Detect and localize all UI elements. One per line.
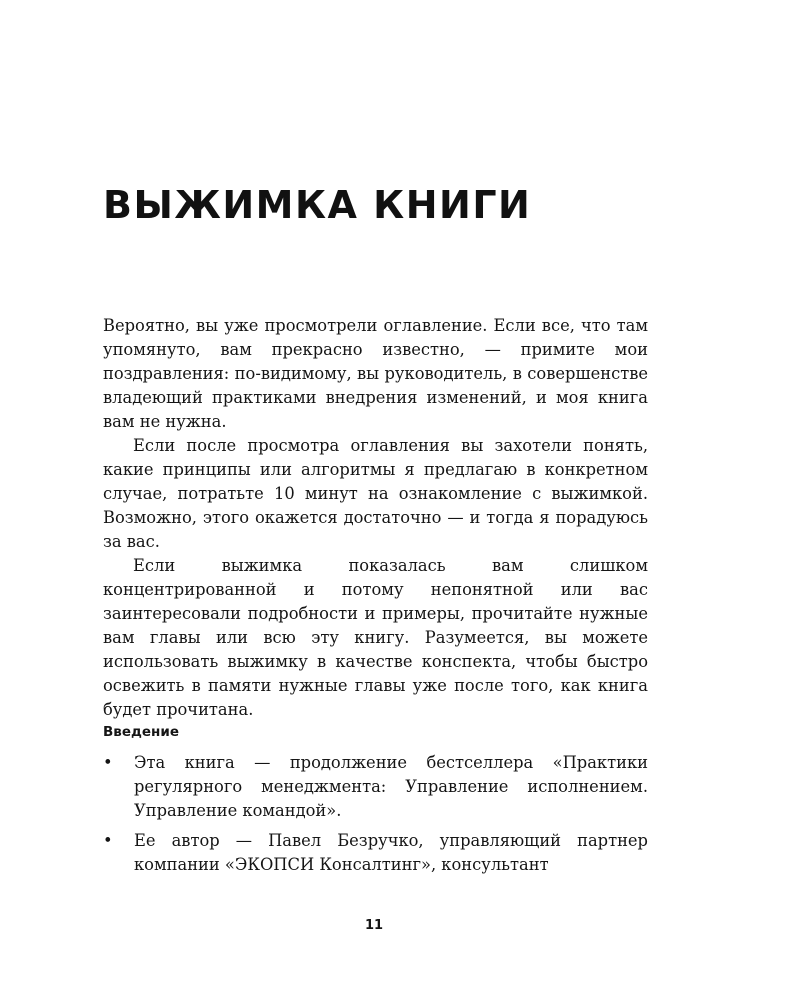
bullet-icon: • — [103, 753, 113, 772]
page-title: ВЫЖИМКА КНИГИ — [103, 183, 532, 227]
section-heading: Введение — [103, 724, 179, 740]
list-item — [103, 829, 648, 877]
intro-paragraph-2: Если после просмотра оглавления вы захотели понять, какие принципы или алгоритмы я предлагаю в конкретном случае, потратьте 10 минут на ознакомление с выжимкой. Возможно, этого окажется достаточно — и тогда я порадуюсь за вас. — [103, 436, 648, 551]
list-item-text: Эта книга — продолжение бестселлера «Практики регулярного менеджмента: Управление исполнением. Управление командой». — [134, 753, 648, 820]
intro-paragraph-1: Вероятно, вы уже просмотрели оглавление. Если все, что там упомянуто, вам прекрасно известно, — примите мои поздравления: по-видимому, вы руководитель, в совершенстве владеющий практиками внедрения изменений, и моя книга вам не нужна. — [103, 316, 648, 431]
bullet-list — [103, 751, 648, 883]
intro-text — [103, 314, 648, 722]
list-item — [103, 751, 648, 823]
page-number: 11 — [364, 918, 384, 933]
intro-paragraph-3: Если выжимка показалась вам слишком концентрированной и потому непонятной или вас заинтересовали подробности и примеры, прочитайте нужные вам главы или всю эту книгу. Разумеется, вы можете использовать выжимку в качестве конспекта, чтобы быстро освежить в памяти нужные главы уже после того, как книга будет прочитана. — [103, 556, 648, 719]
bullet-icon: • — [103, 831, 113, 850]
list-item-text: Ее автор — Павел Безручко, управляющий партнер компании «ЭКОПСИ Консалтинг», консультант — [134, 831, 648, 874]
